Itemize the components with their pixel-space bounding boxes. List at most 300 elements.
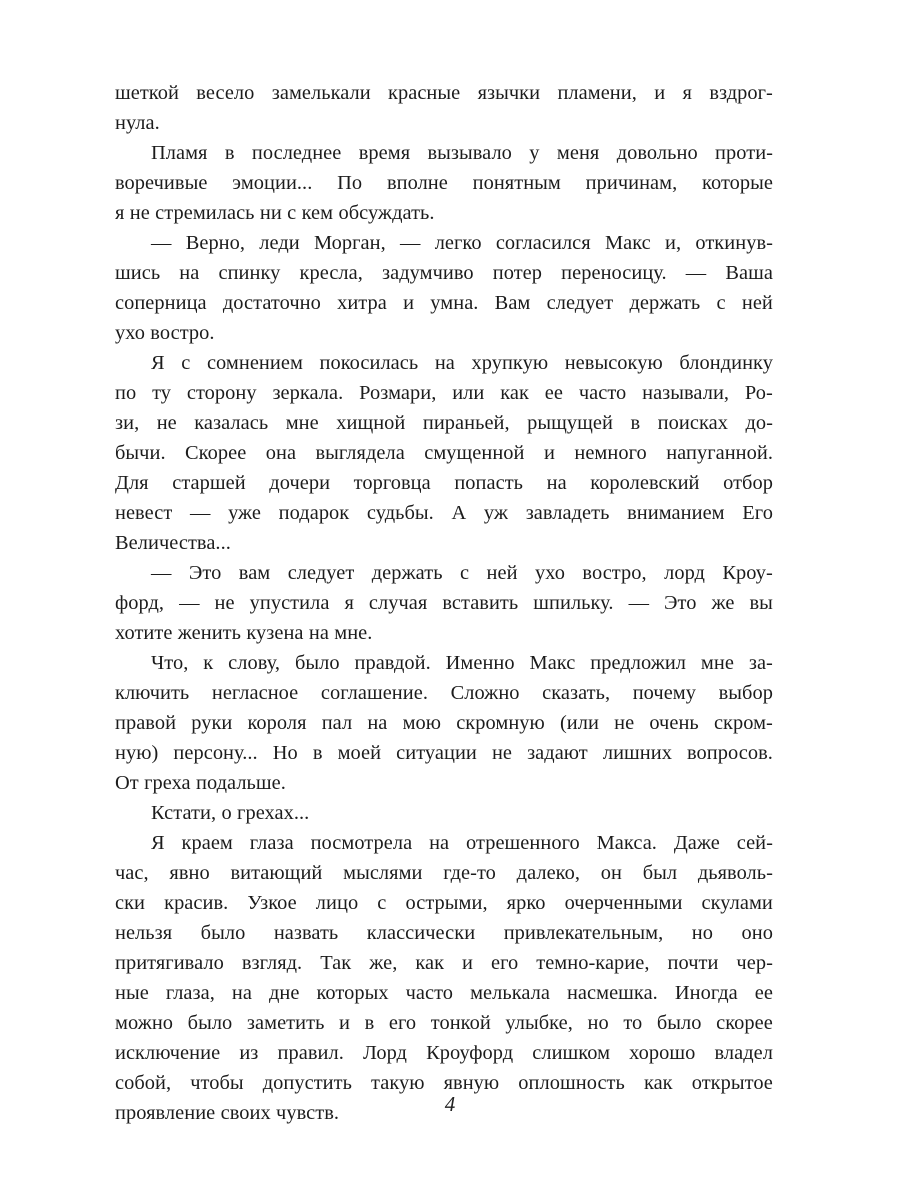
word: зи,	[115, 412, 140, 434]
word: допустить	[262, 1072, 352, 1094]
word: хорошо	[629, 1042, 696, 1064]
word: сей-	[736, 832, 773, 854]
word: сторону	[186, 382, 257, 404]
word: где-то	[443, 862, 496, 884]
word: Что,	[151, 652, 189, 674]
word: ные	[115, 982, 149, 1004]
word: которых	[316, 982, 389, 1004]
text-line	[115, 678, 773, 708]
word: Это	[664, 592, 697, 614]
paragraph	[115, 78, 773, 138]
word: из	[239, 1042, 259, 1064]
word: можно	[115, 1012, 174, 1034]
word: Ваша	[725, 262, 773, 284]
word: легко	[434, 232, 482, 254]
word: Величества...	[115, 532, 231, 554]
word: такую	[371, 1072, 425, 1094]
word: шеткой	[115, 82, 179, 104]
word: вызывало	[427, 142, 512, 164]
word: называли,	[642, 382, 730, 404]
word: было	[656, 1012, 702, 1034]
word: воречивые	[115, 172, 208, 194]
word: лишних	[602, 742, 672, 764]
text-line	[115, 618, 773, 648]
word: как	[500, 382, 529, 404]
word: лорд	[664, 562, 705, 584]
word: Ро-	[744, 382, 773, 404]
word: темно-карие,	[536, 952, 650, 974]
word: ту	[152, 382, 171, 404]
word: Узкое	[247, 892, 297, 914]
word: Я	[151, 832, 165, 854]
word: ситуации	[396, 742, 477, 764]
paragraph	[115, 558, 773, 648]
word: правил.	[277, 1042, 344, 1064]
word: замелькали	[271, 82, 371, 104]
word: умна.	[430, 292, 479, 314]
word: уж	[483, 502, 509, 524]
text-line	[115, 768, 773, 798]
word: насмешка.	[566, 982, 658, 1004]
paragraph	[115, 348, 773, 558]
text-line	[115, 498, 773, 528]
word: я не стремилась ни с кем обсуждать.	[115, 202, 435, 224]
word: слишком	[532, 1042, 611, 1064]
word: я	[344, 592, 354, 614]
word: вставить	[442, 592, 519, 614]
word: Пламя	[151, 142, 208, 164]
word: на	[231, 982, 252, 1004]
word: лицо	[315, 892, 359, 914]
text-line	[115, 858, 773, 888]
word: почти	[667, 952, 719, 974]
word: спинку	[218, 262, 281, 284]
word: чер-	[736, 952, 773, 974]
word: она	[265, 442, 297, 464]
word: и,	[665, 232, 682, 254]
word: или	[452, 382, 485, 404]
text-line	[115, 198, 773, 228]
word: острыми,	[405, 892, 488, 914]
word: было	[294, 652, 340, 674]
word: Его	[742, 502, 773, 524]
word: классически	[366, 922, 476, 944]
paragraph	[115, 828, 773, 1128]
text-line	[115, 228, 773, 258]
word: —	[189, 502, 211, 524]
word: тонкой	[430, 1012, 491, 1034]
word: весело	[196, 82, 255, 104]
text-line	[115, 648, 773, 678]
word: в	[224, 142, 235, 164]
word: задают	[527, 742, 588, 764]
word: рыщущей	[527, 412, 613, 434]
word: вздрог-	[709, 82, 773, 104]
word: упустила	[249, 592, 330, 614]
text-line	[115, 708, 773, 738]
word: зеркала.	[272, 382, 344, 404]
word: в	[630, 412, 641, 434]
word: проти-	[715, 142, 773, 164]
word: ную)	[115, 742, 159, 764]
word: шись	[115, 262, 161, 284]
word: невысокую	[564, 352, 663, 374]
word: напуганной.	[666, 442, 773, 464]
word: которые	[702, 172, 773, 194]
paragraph	[115, 648, 773, 798]
word: блондинку	[679, 352, 773, 374]
word: красные	[388, 82, 461, 104]
word: Даже	[673, 832, 720, 854]
paragraph	[115, 798, 773, 828]
word: судьбы.	[366, 502, 434, 524]
word: нула.	[115, 112, 160, 134]
word: —	[628, 592, 650, 614]
word: правдой.	[354, 652, 431, 674]
word: попасть	[454, 472, 524, 494]
word: ее	[754, 982, 773, 1004]
word: явную	[443, 1072, 500, 1094]
word: оплошность	[518, 1072, 625, 1094]
word: явно	[169, 862, 210, 884]
word: витающий	[230, 862, 323, 884]
word: Кроу-	[722, 562, 773, 584]
word: собой,	[115, 1072, 172, 1094]
word: на	[429, 832, 450, 854]
word: понятным	[472, 172, 561, 194]
word: ухо	[535, 562, 565, 584]
word: пал	[321, 712, 353, 734]
word: поисках	[657, 412, 728, 434]
word: было	[200, 922, 246, 944]
word: —	[400, 232, 421, 254]
word: сомнением	[206, 352, 303, 374]
word: на	[546, 472, 567, 494]
word: леди	[259, 232, 300, 254]
word: глаза	[249, 832, 294, 854]
word: же,	[369, 952, 398, 974]
word: причинам,	[585, 172, 678, 194]
word: Иногда	[674, 982, 738, 1004]
word: исключение	[115, 1042, 221, 1064]
word: Верно,	[185, 232, 246, 254]
word: вниманием	[627, 502, 725, 524]
word: —	[151, 232, 172, 254]
word: задумчиво	[382, 262, 474, 284]
word: дочери	[269, 472, 331, 494]
word: за-	[748, 652, 773, 674]
word: (или	[559, 712, 599, 734]
word: сказать,	[542, 682, 611, 704]
word: и	[403, 292, 415, 314]
word: не	[214, 592, 235, 614]
word: Макса.	[596, 832, 657, 854]
word: востро,	[582, 562, 647, 584]
word: —	[179, 592, 200, 614]
word: потер	[492, 262, 543, 284]
word: время	[358, 142, 411, 164]
word: Розмари,	[359, 382, 437, 404]
word: на	[179, 262, 200, 284]
word: Сложно	[450, 682, 520, 704]
word: шпильку.	[533, 592, 614, 614]
text-line	[115, 1038, 773, 1068]
text-line	[115, 348, 773, 378]
paragraph	[115, 138, 773, 228]
word: предложил	[590, 652, 687, 674]
word: посмотрела	[310, 832, 413, 854]
word: отрешенного	[466, 832, 580, 854]
word: подарок	[278, 502, 350, 524]
word: мыслями	[343, 862, 423, 884]
word: ски	[115, 892, 146, 914]
word: держать	[629, 292, 701, 314]
word: дне	[268, 982, 300, 1004]
word: Вам	[494, 292, 531, 314]
word: назвать	[273, 922, 339, 944]
text-line	[115, 558, 773, 588]
text-line	[115, 108, 773, 138]
word: следует	[546, 292, 614, 314]
word: королевский	[590, 472, 700, 494]
word: выглядела	[315, 442, 405, 464]
word: согласился	[495, 232, 591, 254]
word: хрупкую	[471, 352, 549, 374]
word: уже	[228, 502, 262, 524]
word: отбор	[723, 472, 773, 494]
word: Это	[188, 562, 222, 584]
word: очень	[649, 712, 699, 734]
word: казалась	[194, 412, 269, 434]
word: часто	[578, 382, 627, 404]
word: меня	[556, 142, 600, 164]
word: Макс	[529, 652, 576, 674]
word: но	[691, 922, 713, 944]
word: хитра	[337, 292, 387, 314]
word: то	[623, 1012, 643, 1034]
word: открытое	[691, 1072, 773, 1094]
word: хотите женить кузена на мне.	[115, 622, 373, 644]
word: вам	[238, 562, 271, 584]
word: но	[587, 1012, 609, 1034]
word: Кроуфорд	[426, 1042, 514, 1064]
word: правой	[115, 712, 177, 734]
word: кресла,	[299, 262, 363, 284]
text-line	[115, 948, 773, 978]
word: и	[462, 952, 474, 974]
word: красив.	[164, 892, 229, 914]
word: ключить	[115, 682, 190, 704]
word: глаза,	[165, 982, 215, 1004]
word: в	[312, 742, 323, 764]
word: слову,	[228, 652, 281, 674]
word: нельзя	[115, 922, 173, 944]
word: руки	[191, 712, 233, 734]
word: и	[654, 82, 666, 104]
word: мне	[285, 412, 319, 434]
word: скромную	[456, 712, 545, 734]
word: Так	[320, 952, 352, 974]
word: По	[337, 172, 363, 194]
text-line	[115, 828, 773, 858]
word: далеко,	[516, 862, 580, 884]
word: торговца	[353, 472, 431, 494]
word: он	[600, 862, 622, 884]
word: скорее	[716, 1012, 773, 1034]
word: А	[451, 502, 467, 524]
word: к	[203, 652, 214, 674]
word: не	[491, 742, 512, 764]
word: мне	[700, 652, 734, 674]
word: бычи.	[115, 442, 166, 464]
word: покосилась	[319, 352, 419, 374]
word: довольно	[616, 142, 698, 164]
text-line	[115, 168, 773, 198]
word: с	[377, 892, 387, 914]
word: притягивало	[115, 952, 224, 974]
text-line	[115, 468, 773, 498]
text-line	[115, 138, 773, 168]
word: эмоции...	[232, 172, 313, 194]
word: час,	[115, 862, 149, 884]
word: в	[364, 1012, 375, 1034]
word: его	[388, 1012, 417, 1034]
word: —	[685, 262, 707, 284]
word: персону...	[173, 742, 258, 764]
word: —	[151, 562, 172, 584]
word: чтобы	[190, 1072, 244, 1094]
word: Я	[151, 352, 165, 374]
word: часто	[405, 982, 454, 1004]
word: проявление своих чувств.	[115, 1102, 340, 1124]
word: Именно	[445, 652, 515, 674]
word: Но	[272, 742, 298, 764]
page-number: 4	[444, 1092, 456, 1116]
word: держать	[371, 562, 443, 584]
word: негласное	[211, 682, 299, 704]
word: моей	[337, 742, 382, 764]
word: с	[459, 562, 470, 584]
word: выбор	[718, 682, 773, 704]
word: краем	[181, 832, 233, 854]
page-text-column	[115, 78, 773, 1128]
word: не	[156, 412, 177, 434]
word: соглашение.	[320, 682, 428, 704]
text-line	[115, 378, 773, 408]
word: до-	[745, 412, 773, 434]
word: же	[711, 592, 735, 614]
word: завладеть	[525, 502, 610, 524]
text-line	[115, 438, 773, 468]
text-line	[115, 918, 773, 948]
text-line	[115, 288, 773, 318]
word: как	[643, 1072, 673, 1094]
word: по	[115, 382, 137, 404]
text-line	[115, 798, 773, 828]
word: ухо востро.	[115, 322, 215, 344]
word: достаточно	[222, 292, 321, 314]
word: Морган,	[313, 232, 386, 254]
word: владел	[714, 1042, 773, 1064]
word: мелькала	[470, 982, 550, 1004]
word: пламени,	[557, 82, 637, 104]
text-line	[115, 528, 773, 558]
word: не	[614, 712, 635, 734]
text-line	[115, 738, 773, 768]
word: заметить	[246, 1012, 325, 1034]
word: и	[543, 442, 555, 464]
word: Макс	[604, 232, 651, 254]
word: соперница	[115, 292, 207, 314]
word: От греха подальше.	[115, 772, 286, 794]
word: откинув-	[695, 232, 773, 254]
word: язычки	[477, 82, 541, 104]
word: ее	[544, 382, 563, 404]
word: случая	[368, 592, 428, 614]
word: ней	[741, 292, 773, 314]
word: Скорее	[185, 442, 247, 464]
word: с	[181, 352, 191, 374]
word: ярко	[506, 892, 546, 914]
word: вы	[749, 592, 773, 614]
word: вполне	[386, 172, 448, 194]
word: очерченными	[564, 892, 683, 914]
word: привлекательным,	[503, 922, 664, 944]
word: ней	[486, 562, 518, 584]
word: было	[187, 1012, 233, 1034]
text-line	[115, 78, 773, 108]
word: последнее	[251, 142, 342, 164]
word: взгляд.	[241, 952, 303, 974]
paragraph	[115, 228, 773, 348]
text-line	[115, 588, 773, 618]
word: дьяволь-	[697, 862, 773, 884]
word: был	[642, 862, 678, 884]
word: смущенной	[424, 442, 525, 464]
word: немного	[574, 442, 647, 464]
word: с	[716, 292, 726, 314]
text-line	[115, 888, 773, 918]
word: почему	[632, 682, 696, 704]
word: переносицу.	[561, 262, 667, 284]
text-line	[115, 1008, 773, 1038]
word: форд,	[115, 592, 165, 614]
word: Кстати, о грехах...	[151, 802, 310, 824]
word: невест	[115, 502, 173, 524]
word: я	[682, 82, 692, 104]
word: его	[491, 952, 519, 974]
word: улыбке,	[505, 1012, 573, 1034]
word: скулами	[701, 892, 773, 914]
text-line	[115, 318, 773, 348]
text-line	[115, 258, 773, 288]
word: на	[434, 352, 455, 374]
word: Для	[115, 472, 149, 494]
word: мою	[402, 712, 442, 734]
text-line	[115, 978, 773, 1008]
word: на	[367, 712, 388, 734]
word: пираньей,	[422, 412, 510, 434]
word: короля	[247, 712, 307, 734]
word: оно	[741, 922, 773, 944]
word: старшей	[172, 472, 246, 494]
text-line	[115, 408, 773, 438]
word: следует	[287, 562, 355, 584]
word: хищной	[336, 412, 406, 434]
word: и	[339, 1012, 350, 1034]
word: у	[529, 142, 540, 164]
word: как	[415, 952, 445, 974]
